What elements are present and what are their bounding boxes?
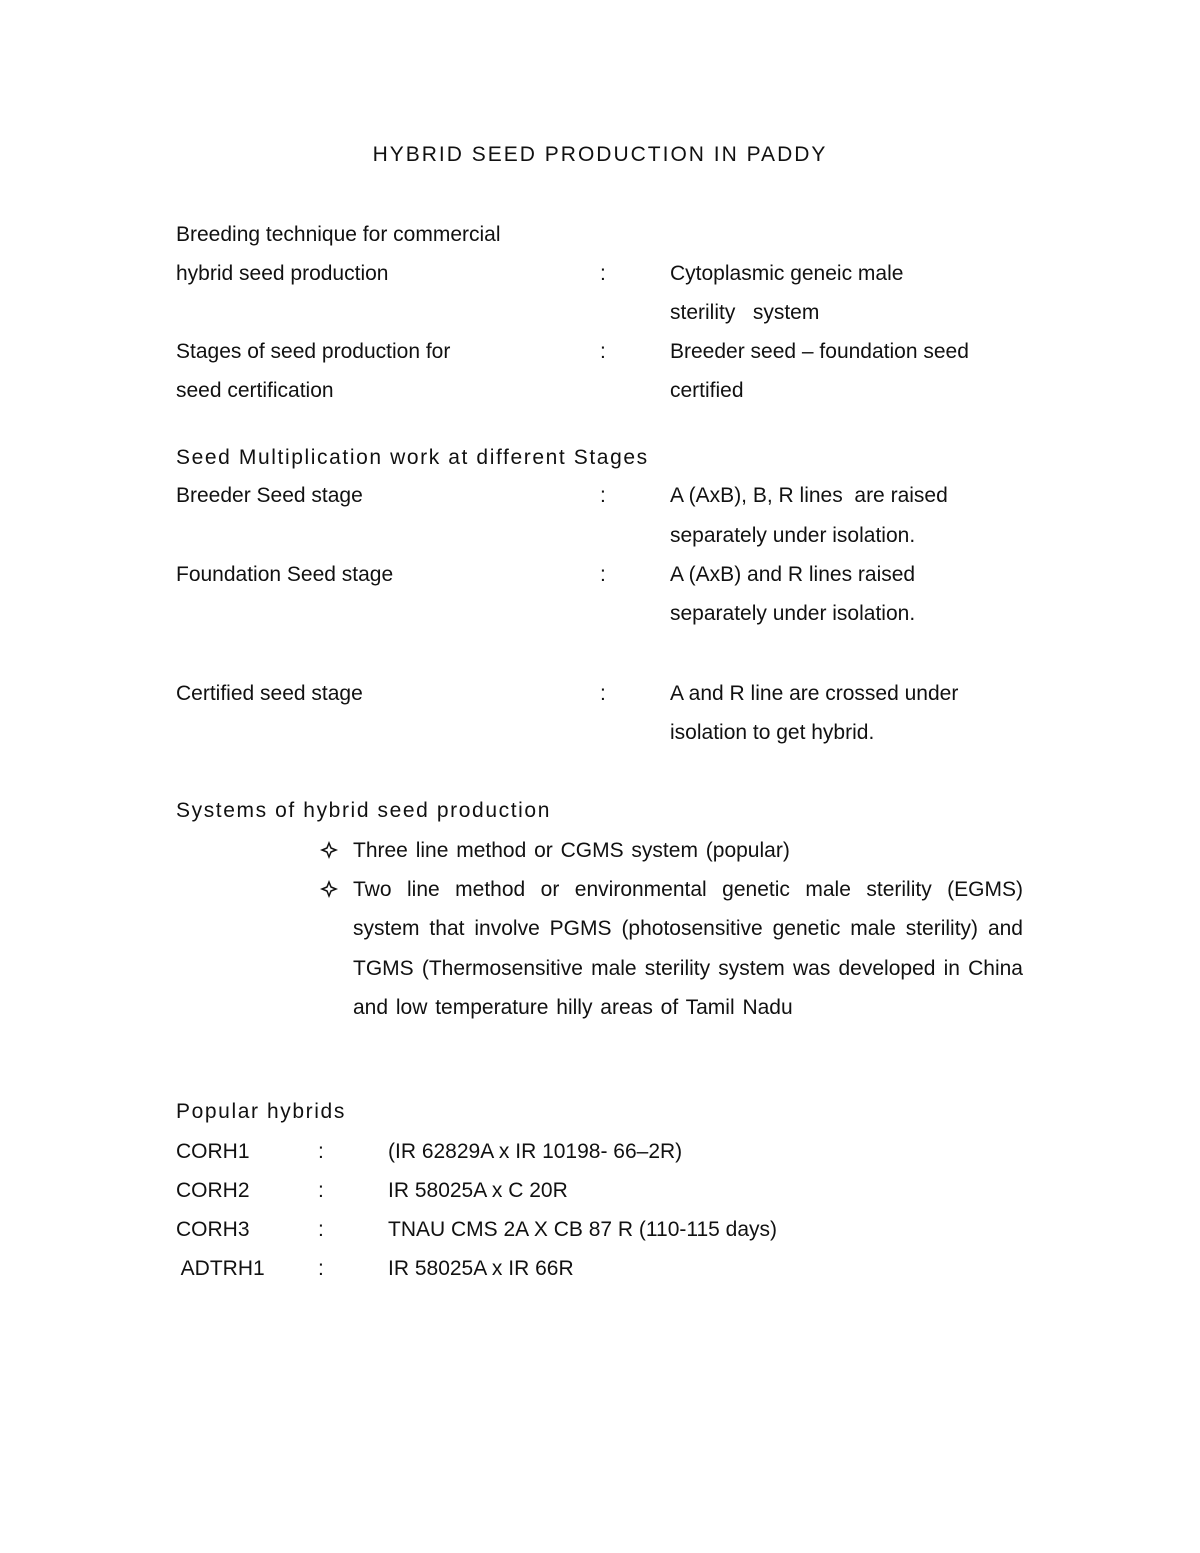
stages-label-line2: seed certification [176, 379, 334, 402]
foundation-stage-colon: : [600, 563, 606, 586]
bullet-item [318, 837, 1023, 870]
certified-stage-colon: : [600, 682, 606, 705]
hybrid-parentage: IR 58025A x IR 66R [388, 1257, 574, 1280]
certified-stage-value-line1: A and R line are crossed under [670, 682, 959, 705]
breeder-stage-label: Breeder Seed stage [176, 484, 363, 507]
certified-stage-label: Certified seed stage [176, 682, 363, 705]
hybrid-name: CORH3 [176, 1218, 250, 1241]
breeding-value-line1: Cytoplasmic geneic male [670, 262, 904, 285]
hybrid-parentage: IR 58025A x C 20R [388, 1179, 568, 1202]
stages-value-line2: certified [670, 379, 744, 402]
breeding-colon: : [600, 262, 606, 285]
hybrid-colon: : [318, 1179, 324, 1202]
foundation-stage-value-line2: separately under isolation. [670, 602, 916, 625]
breeder-stage-value-line2: separately under isolation. [670, 524, 916, 547]
stages-label-line1: Stages of seed production for [176, 340, 451, 363]
systems-heading: Systems of hybrid seed production [176, 799, 551, 822]
bullet-item [318, 876, 1023, 1028]
hybrid-parentage: TNAU CMS 2A X CB 87 R (110-115 days) [388, 1218, 778, 1241]
breeding-label-line2: hybrid seed production [176, 262, 389, 285]
stages-value-line1: Breeder seed – foundation seed [670, 340, 969, 363]
breeding-label-line1: Breeding technique for commercial [176, 223, 501, 246]
breeder-stage-value-line1: A (AxB), B, R lines are raised [670, 484, 948, 507]
hybrid-name: ADTRH1 [176, 1257, 265, 1280]
hybrids-heading: Popular hybrids [176, 1100, 346, 1123]
multiplication-heading: Seed Multiplication work at different Stages [176, 446, 649, 469]
breeder-stage-colon: : [600, 484, 606, 507]
bullet-text: Two line method or environmental genetic male sterility (EGMS) system that involve PGMS (photosensitive genetic male sterility) and TGMS (Thermosensitive male sterility system was developed in China and low temperature hilly areas of Tamil Nadu [353, 878, 1023, 1020]
diamond-bullet-icon [318, 837, 340, 863]
document-title: HYBRID SEED PRODUCTION IN PADDY [372, 143, 828, 166]
hybrid-name: CORH1 [176, 1140, 250, 1163]
stages-colon: : [600, 340, 606, 363]
hybrid-colon: : [318, 1257, 324, 1280]
bullet-text: Three line method or CGMS system (popular) [353, 839, 790, 862]
hybrid-colon: : [318, 1140, 324, 1163]
diamond-bullet-icon [318, 876, 340, 902]
foundation-stage-value-line1: A (AxB) and R lines raised [670, 563, 916, 586]
certified-stage-value-line2: isolation to get hybrid. [670, 721, 875, 744]
hybrid-parentage: (IR 62829A x IR 10198- 66–2R) [388, 1140, 683, 1163]
hybrid-name: CORH2 [176, 1179, 250, 1202]
breeding-value-line2: sterility system [670, 301, 820, 324]
hybrid-colon: : [318, 1218, 324, 1241]
foundation-stage-label: Foundation Seed stage [176, 563, 394, 586]
